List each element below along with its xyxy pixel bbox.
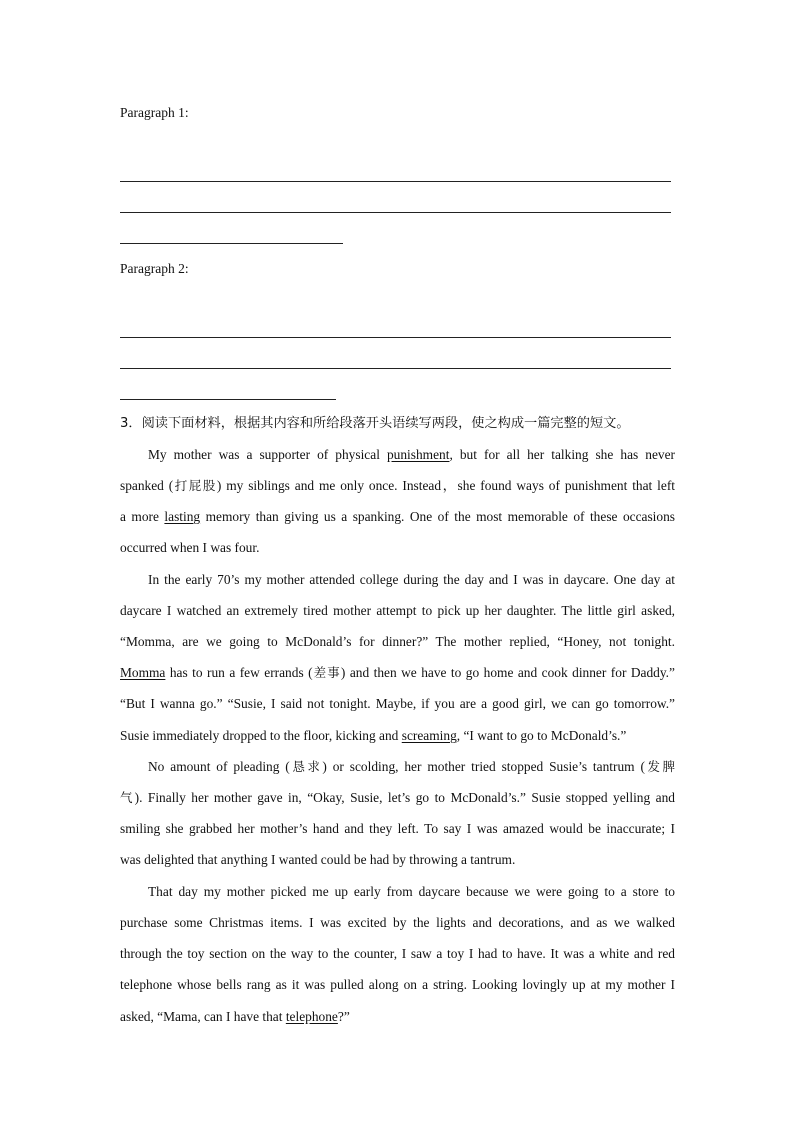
passage-line: “Momma, are we going to McDonald’s for dinner?” The mother replied, “Honey, not tonight. — [120, 634, 675, 649]
passage-line: a more lasting memory than giving us a spanking. One of the most memorable of these occasions — [120, 509, 676, 524]
answer-line[interactable] — [120, 399, 336, 400]
passage-line: “But I wanna go.” “Susie, I said not tonight. Maybe, if you are a good girl, we can go tomorrow.” — [120, 696, 675, 711]
passage-line: 气). Finally her mother gave in, “Okay, Susie, let’s go to McDonald’s.” Susie stopped yelling and — [120, 790, 675, 805]
underlined-word: Momma — [120, 665, 166, 680]
passage-line: purchase some Christmas items. I was excited by the lights and decorations, and as we walked — [120, 915, 675, 930]
paragraph-1-label: Paragraph 1: — [120, 105, 189, 120]
passage-line: daycare I watched an extremely tired mother attempt to pick up her daughter. The little girl asked, — [120, 603, 675, 618]
passage-line: That day my mother picked me up early from daycare because we were going to a store to — [148, 884, 675, 899]
passage-line: My mother was a supporter of physical punishment, but for all her talking she has never — [148, 447, 675, 462]
passage-line: spanked (打屁股) my siblings and me only once. Instead，she found ways of punishment that left — [120, 478, 675, 493]
passage-line: was delighted that anything I wanted could be had by throwing a tantrum. — [120, 852, 516, 867]
passage-line: Susie immediately dropped to the floor, kicking and screaming, “I want to go to McDonald’s.” — [120, 728, 627, 743]
underlined-word: telephone — [285, 1009, 338, 1024]
underlined-word: punishment — [386, 447, 450, 462]
answer-line[interactable] — [120, 212, 671, 213]
passage-line: Momma has to run a few errands (差事) and then we have to go home and cook dinner for Daddy.” — [120, 665, 675, 680]
passage-line: No amount of pleading (恳求) or scolding, her mother tried stopped Susie’s tantrum (发脾 — [148, 759, 675, 774]
answer-line[interactable] — [120, 368, 671, 369]
underlined-word: screaming — [401, 728, 457, 743]
passage-line: In the early 70’s my mother attended college during the day and I was in daycare. One day at — [148, 572, 675, 587]
passage-line: through the toy section on the way to the counter, I saw a toy I had to have. It was a white and red — [120, 946, 675, 961]
passage-line: telephone whose bells rang as it was pulled along on a string. Looking lovingly up at my mother I — [120, 977, 675, 992]
answer-line[interactable] — [120, 337, 671, 338]
passage-line: asked, “Mama, can I have that telephone?” — [120, 1009, 350, 1024]
answer-line[interactable] — [120, 181, 671, 182]
answer-line[interactable] — [120, 243, 343, 244]
underlined-word: lasting — [164, 509, 201, 524]
passage-line: smiling she grabbed her mother’s hand and they left. To say I was amazed would be inaccurate; I — [120, 821, 675, 836]
question-heading: 3．阅读下面材料，根据其内容和所给段落开头语续写两段，使之构成一篇完整的短文。 — [120, 416, 630, 431]
passage-line: occurred when I was four. — [120, 540, 260, 555]
paragraph-2-label: Paragraph 2: — [120, 261, 189, 276]
